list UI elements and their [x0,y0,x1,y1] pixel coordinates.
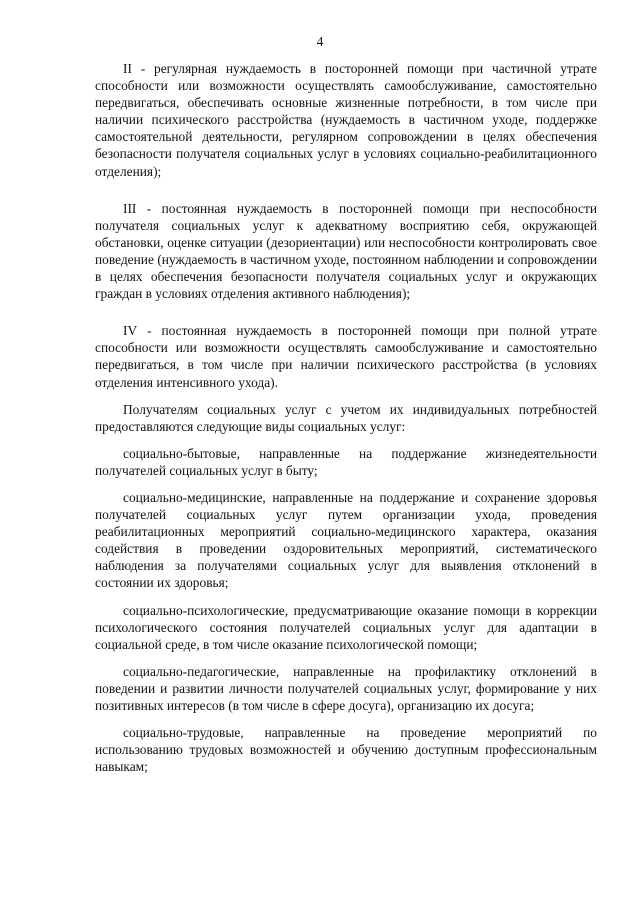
paragraph-service-types-intro: Получателям социальных услуг с учетом их индивидуальных потребностей предоставляются следующие виды социальных услуг: [95,401,597,434]
paragraph-level-iii: III - постоянная нуждаемость в посторонней помощи при неспособности получателя социальных услуг к адекватному восприятию себя, окружающей обстановки, оценке ситуации (дезориентации) или неспособности контролировать свое поведение (нуждаемость в частичном уходе, постоянном наблюдении и сопровождении в целях обеспечения безопасности получателя социальных услуг и окружающих граждан в условиях отделения активного наблюдения); [95,200,597,302]
paragraph-social-household: социально-бытовые, направленные на поддержание жизнедеятельности получателей социальных услуг в быту; [95,445,597,478]
document-body [95,60,597,775]
paragraph-social-medical: социально-медицинские, направленные на поддержание и сохранение здоровья получателей социальных услуг путем организации ухода, проведения реабилитационных мероприятий социально-медицинского характера, оказания содействия в проведении оздоровительных мероприятий, систематического наблюдения за получателями социальных услуг для выявления отклонений в состоянии их здоровья; [95,489,597,591]
paragraph-social-psychological: социально-психологические, предусматривающие оказание помощи в коррекции психологического состояния получателей социальных услуг для адаптации в социальной среде, в том числе оказание психологической помощи; [95,602,597,652]
paragraph-social-pedagogical: социально-педагогические, направленные на профилактику отклонений в поведении и развитии личности получателей социальных услуг, формирование у них позитивных интересов (в том числе в сфере досуга), организацию их досуга; [95,663,597,713]
paragraph-level-iv: IV - постоянная нуждаемость в посторонней помощи при полной утрате способности или возможности осуществлять самообслуживание и самостоятельно передвигаться, в том числе при наличии психического расстройства (в условиях отделения интенсивного ухода). [95,323,597,390]
page-number: 4 [316,34,324,49]
paragraph-social-labor: социально-трудовые, направленные на проведение мероприятий по использованию трудовых возможностей и обучению доступным профессиональным навыкам; [95,725,597,775]
paragraph-level-ii: II - регулярная нуждаемость в посторонней помощи при частичной утрате способности или возможности осуществлять самообслуживание, самостоятельно передвигаться, обеспечивать основные жизненные потребности, в том числе при наличии психического расстройства (нуждаемость в частичном уходе, поддержке самостоятельной деятельности, регулярном сопровождении в целях обеспечения безопасности получателя социальных услуг в условиях социально-реабилитационного отделения); [95,61,597,179]
